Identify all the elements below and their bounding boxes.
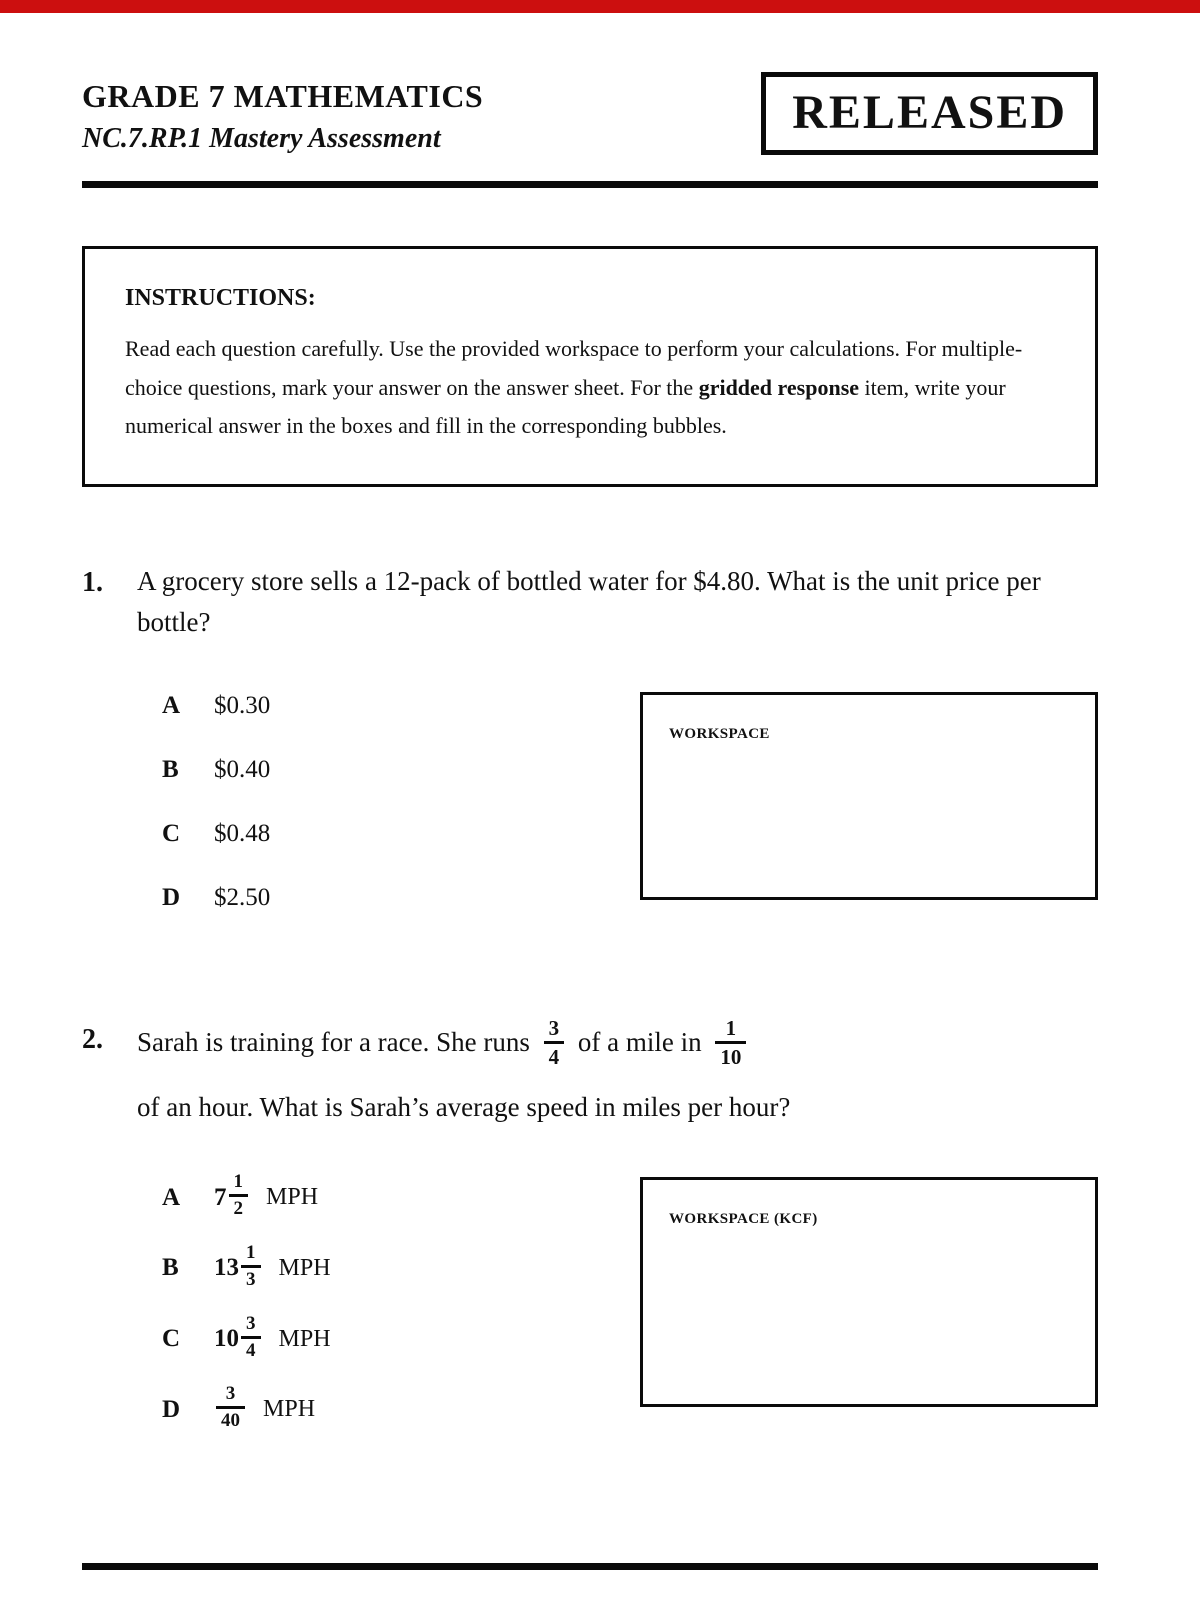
- choice-1a-letter: A: [162, 692, 181, 720]
- question-2-text-part3: of an hour. What is Sarah’s average speed in miles per hour?: [137, 1092, 791, 1123]
- instructions-heading: INSTRUCTIONS:: [125, 285, 316, 311]
- instructions-bold-phrase: gridded response: [698, 374, 860, 400]
- choice-2a: [162, 1173, 640, 1222]
- choice-2d-value: [214, 1385, 247, 1434]
- question-2-text-part1: Sarah is training for a race. She runs: [137, 1027, 530, 1058]
- fraction-denominator: 40: [221, 1410, 240, 1432]
- instructions-text-1: Read each question carefully. Use the provided workspace to perform your calculations. For multiple-choice questions, mark your answer on the answer sheet. For the: [125, 336, 1023, 400]
- choice-2b-unit: MPH: [278, 1254, 331, 1281]
- mixed-whole: 7: [214, 1183, 227, 1211]
- choice-2b-value: [214, 1244, 263, 1293]
- fraction-numerator: 1: [229, 1171, 249, 1197]
- header: [82, 78, 1098, 155]
- mixed-fraction: [241, 1242, 261, 1291]
- question-1-prompt: [82, 561, 1098, 645]
- choice-2a-value: [214, 1173, 250, 1222]
- choice-2d-unit: MPH: [263, 1396, 316, 1423]
- mixed-whole: 10: [214, 1325, 239, 1353]
- instructions-box: [82, 246, 1098, 487]
- choice-2a-letter: A: [162, 1183, 181, 1211]
- choice-1d-value: $2.50: [214, 884, 271, 912]
- choice-2b-letter: B: [162, 1254, 179, 1282]
- question-1: [82, 561, 1098, 945]
- question-1-workspace-label: WORKSPACE: [669, 726, 770, 743]
- question-1-workspace: [640, 692, 1098, 900]
- choice-1b: [162, 752, 640, 788]
- fraction-numerator: 3: [544, 1016, 565, 1044]
- choice-1b-value: $0.40: [214, 756, 271, 784]
- question-2-prompt: [82, 1018, 1098, 1129]
- question-1-answer-area: [82, 688, 1098, 944]
- fraction-numerator: 1: [715, 1016, 746, 1044]
- choice-1a-value: $0.30: [214, 692, 271, 720]
- question-2-answer-area: [82, 1173, 1098, 1456]
- footer-rule: [82, 1563, 1098, 1570]
- choice-1c-value: $0.48: [214, 820, 271, 848]
- choice-2d: [162, 1385, 640, 1434]
- fraction-one-tenth: [715, 1016, 746, 1069]
- choice-1b-letter: B: [162, 756, 179, 784]
- question-2-workspace-label: WORKSPACE (KCF): [669, 1211, 818, 1228]
- question-1-choices: [162, 688, 640, 944]
- choice-1a: [162, 688, 640, 724]
- choice-1c-letter: C: [162, 820, 181, 848]
- question-1-text: A grocery store sells a 12-pack of bottled water for $4.80. What is the unit price per bottle?: [137, 565, 1041, 638]
- question-2-workspace: [640, 1177, 1098, 1407]
- choice-2c-letter: C: [162, 1325, 181, 1353]
- header-titles: [82, 78, 483, 155]
- page-subtitle: NC.7.RP.1 Mastery Assessment: [82, 123, 441, 154]
- fraction-numerator: 1: [241, 1242, 261, 1268]
- choice-2c: [162, 1312, 640, 1364]
- fraction-denominator: 2: [233, 1198, 243, 1220]
- question-2-number: 2.: [82, 1024, 103, 1056]
- choice-2a-unit: MPH: [266, 1184, 319, 1211]
- header-rule: [82, 181, 1098, 188]
- released-stamp: RELEASED: [761, 72, 1098, 155]
- question-2: [82, 1018, 1098, 1456]
- question-1-number: 1.: [82, 566, 103, 598]
- mixed-fraction: [229, 1171, 249, 1220]
- choice-1d-letter: D: [162, 884, 181, 912]
- question-2-text: [137, 1018, 1098, 1129]
- page-title: GRADE 7 MATHEMATICS: [82, 78, 484, 114]
- top-red-bar: [0, 0, 1200, 13]
- instructions-text-2: item, write your numerical answer in the boxes and fill in the corresponding bubbles.: [125, 374, 1006, 438]
- mixed-fraction: [241, 1313, 261, 1362]
- fraction-denominator: 4: [246, 1339, 256, 1361]
- fraction-denominator: 3: [246, 1268, 256, 1290]
- choice-1c: [162, 816, 640, 852]
- fraction-numerator: 3: [216, 1383, 245, 1409]
- choice-2b: [162, 1244, 640, 1293]
- fraction-denominator: 10: [720, 1045, 742, 1070]
- fraction-denominator: 4: [548, 1045, 560, 1070]
- question-2-text-part2: of a mile in: [577, 1027, 702, 1058]
- fraction-numerator: 3: [241, 1313, 261, 1339]
- mixed-whole: 13: [214, 1254, 239, 1282]
- choice-2c-value: [214, 1312, 263, 1364]
- question-2-choices: [162, 1173, 640, 1456]
- choice-2c-unit: MPH: [278, 1325, 331, 1352]
- choice-2d-letter: D: [162, 1395, 181, 1423]
- instructions-body: [125, 330, 1055, 446]
- fraction-three-fourths: [544, 1016, 565, 1069]
- choice-1d: [162, 880, 640, 916]
- mixed-fraction: [216, 1383, 245, 1432]
